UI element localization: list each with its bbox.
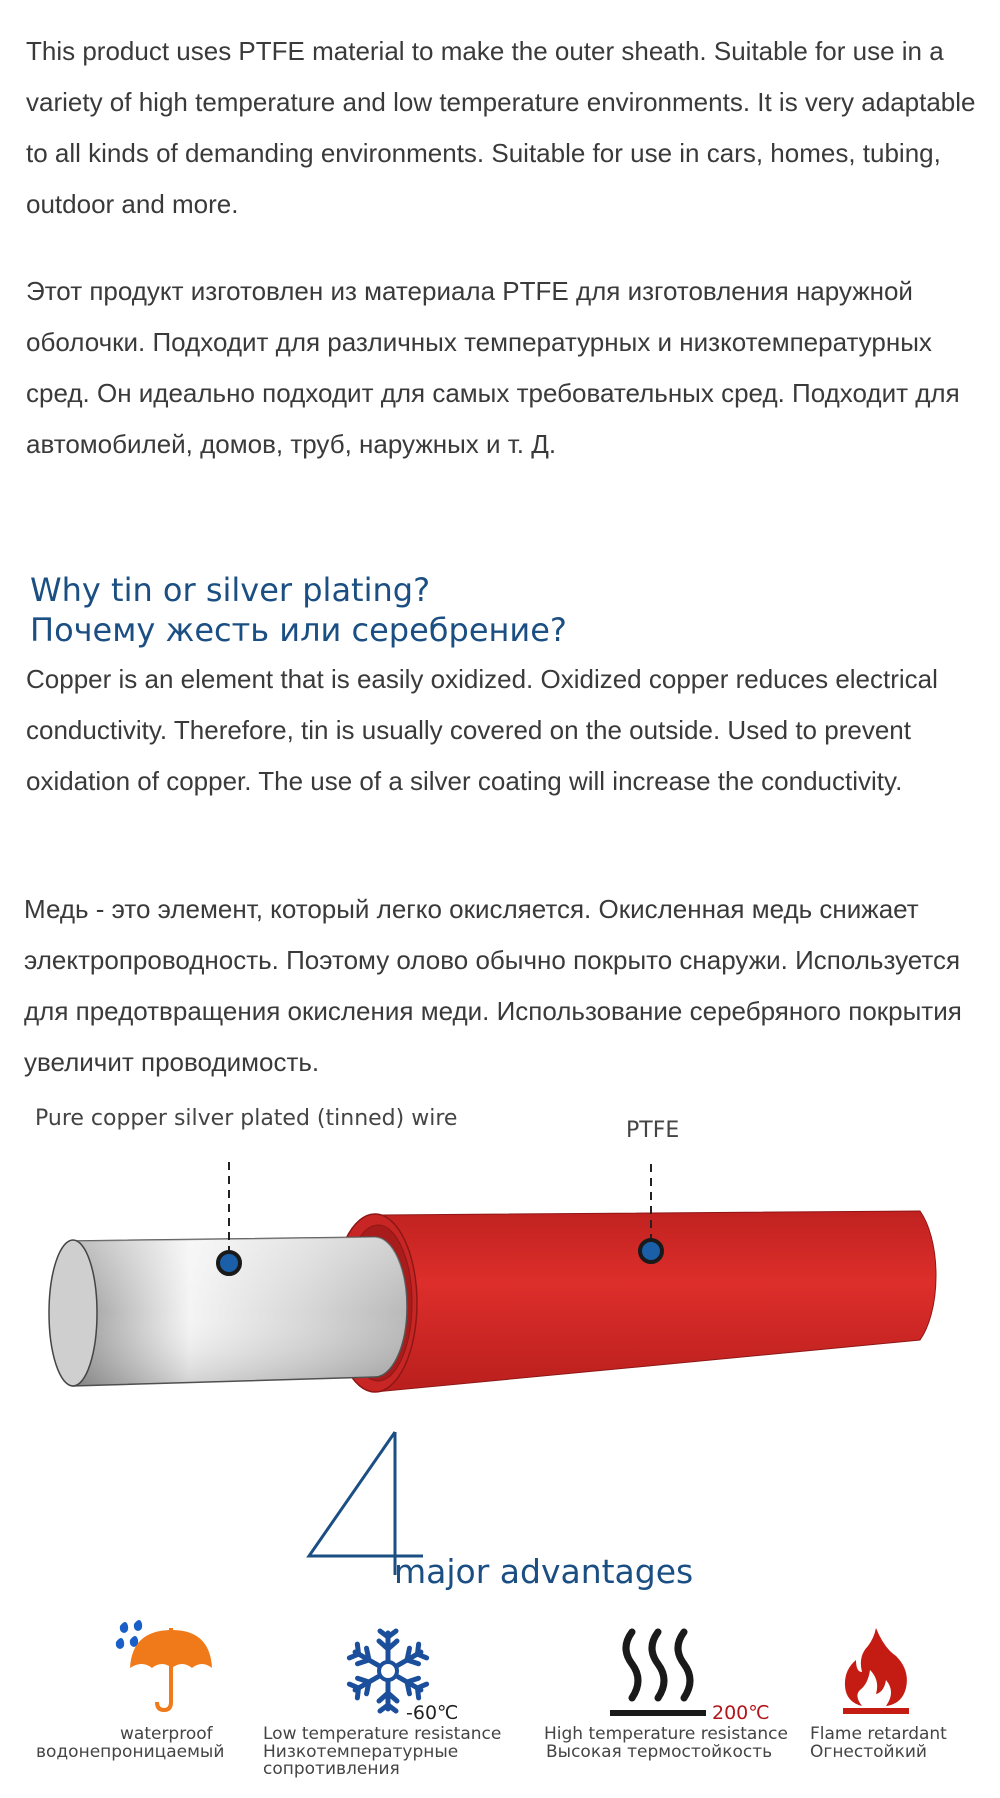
plating-english: Copper is an element that is easily oxidized. Oxidized copper reduces electrical conductivity. Therefore, tin is usually covered on the outside. Used to prevent oxidation of copper. The use of a silver coating will increase the conductivity. <box>26 664 938 796</box>
feature-flame-ru: Огнестойкий <box>810 1742 927 1762</box>
feature-waterproof-ru: водонепроницаемый <box>36 1742 225 1762</box>
plating-russian: Медь - это элемент, который легко окисляется. Окисленная медь снижает электропроводность. Поэтому олово обычно покрыто снаружи. Используется для предотвращения окисления меди. Использование серебряного покрытия увеличит проводимость. <box>24 894 962 1077</box>
feature-flame-en: Flame retardant <box>810 1724 947 1744</box>
cable-diagram <box>0 1160 1000 1420</box>
feature-hightemp-en: High temperature resistance <box>544 1724 788 1744</box>
core-label: Pure copper silver plated (tinned) wire <box>35 1106 458 1131</box>
ptfe-sheath <box>375 1211 936 1392</box>
feature-lowtemp-ru2: сопротивления <box>263 1759 400 1779</box>
low-temp-value: -60℃ <box>406 1702 459 1724</box>
heat-waves-icon <box>610 1628 706 1718</box>
core-end-face <box>49 1240 97 1386</box>
high-temp-value: 200℃ <box>712 1702 770 1724</box>
umbrella-rain-icon <box>112 1620 216 1712</box>
advantages-title: major advantages <box>394 1552 694 1591</box>
feature-hightemp-ru: Высокая термостойкость <box>546 1742 773 1762</box>
intro-russian: Этот продукт изготовлен из материала PTFE для изготовления наружной оболочки. Подходит для различных температурных и низкотемпературных сред. Он идеально подходит для самых требовательных сред. Подходит для автомобилей, домов, труб, наружных и т. Д. <box>26 276 960 459</box>
intro-english: This product uses PTFE material to make the outer sheath. Suitable for use in a variety of high temperature and low temperature environments. It is very adaptable to all kinds of demanding environments. Suitable for use in cars, homes, tubing, outdoor and more. <box>26 36 976 219</box>
sheath-label: PTFE <box>626 1118 680 1143</box>
sheath-pointer-dot <box>640 1240 662 1262</box>
core-pointer-dot <box>218 1252 240 1274</box>
feature-lowtemp-en: Low temperature resistance <box>263 1724 502 1744</box>
feature-waterproof-en: waterproof <box>120 1724 213 1744</box>
heading-russian: Почему жесть или серебрение? <box>30 611 567 649</box>
flame-icon <box>840 1626 912 1716</box>
heading-english: Why tin or silver plating? <box>30 571 431 609</box>
feature-lowtemp-ru1: Низкотемпературные <box>263 1742 459 1762</box>
